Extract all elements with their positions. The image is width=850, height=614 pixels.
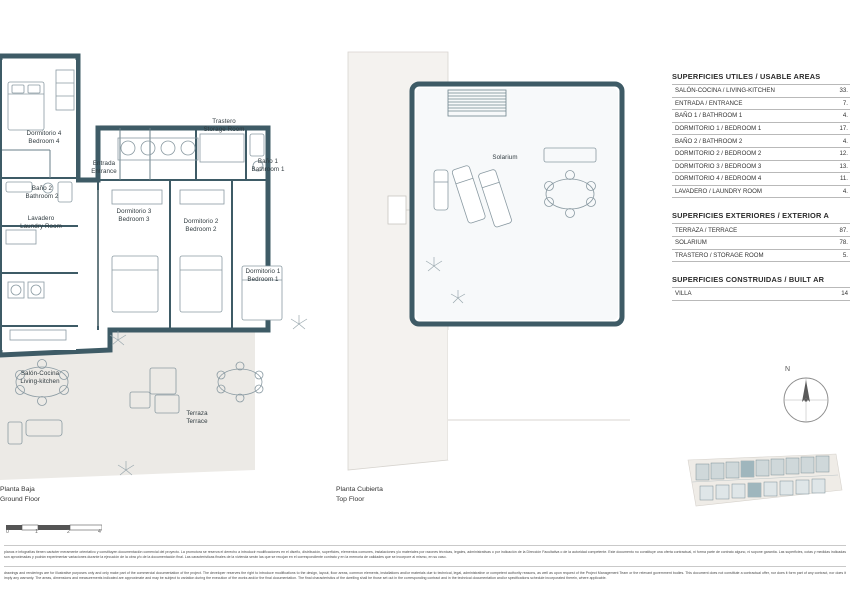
table-row: [672, 97, 850, 110]
ground-floor-caption: Planta Baja Ground Floor: [0, 486, 41, 503]
compass-rose-icon: [778, 372, 834, 428]
room-label-bedroom-2: Dormitorio 2 Bedroom 2: [183, 218, 219, 234]
row-value: 5.: [817, 249, 850, 262]
row-label: TERRAZA / TERRACE: [672, 224, 817, 237]
built-areas-table: [672, 287, 850, 301]
room-label-solarium: Solarium: [492, 154, 518, 161]
room-label-entrance: Entrada Entrance: [91, 160, 117, 176]
site-key-plan: [686, 448, 844, 510]
row-value: 7.: [817, 97, 850, 110]
row-label: SOLARIUM: [672, 236, 817, 249]
row-value: 12.: [817, 147, 850, 160]
compass: [778, 366, 834, 428]
row-label: SALÓN-COCINA / LIVING-KITCHEN: [672, 85, 817, 98]
room-label-terrace: Terraza Terrace: [186, 410, 208, 426]
row-value: 17.: [817, 122, 850, 135]
row-value: 11.: [817, 173, 850, 186]
top-floor-drawing: [330, 30, 660, 510]
disclaimer-es: planos e infografías tienen carácter meramente orientativo y constituyen documentación comercial del proyecto. La promotora se reserva el derecho a introducir modificaciones en el diseño, distribución, superficies, elementos comunes, instalaciones y/o materiales por razones técnicas, legales, administrativas o por indicación de la Dirección Facultativa o de la autoridad competente. Este documento no constituye una oferta contractual, ni forma parte de contrato alguno, ni supone garantía. Las superficies, cotas y medidas indicadas son aproximadas y podrán experimentar variaciones durante la ejecución de la obra y/o de la documentación final. Las características finales de la vivienda serán las que se recojan en el correspondiente contrato y en la memoria de calidades que se incorpore al mismo, en su caso.: [4, 550, 846, 560]
top-floor-caption: Planta Cubierta Top Floor: [336, 486, 383, 503]
row-value: 14: [817, 288, 850, 301]
ground-floor-drawing: [0, 30, 340, 500]
floorplan-sheet: Dormitorio 4 Bedroom 4 Baño 2 Bathroom 2 Lavadero Laundry Room Entrada Entrance Trastero Storage Room Baño 1 Bathroom 1 Dormitorio 3 Bedroom 3 Dormitorio 2 Bedroom 2 Dormitorio 1 Bedroom 1 Salón-Cocina Living-kitchen Terraza Terrace Planta Baja Ground Floor 0 1 2 4 Solarium Planta Cubierta Top Floor SUPERFICIES UTILES / USABLE AREAS SALÓN-COCINA / LIVING-KITCHEN 33. ENTRADA / ENTRANCE 7. BAÑO 1 / BATHROOM 1 4. DORMITORIO 1 / BEDROOM 1 17. BAÑO 2 / BATHROOM 2 4. DORMITORIO 2 / BEDROOM 2 12. DORMITORIO 3 / BEDROOM 3 13. DORMITORIO 4 / BEDROOM 4 11. LAVADERO / LAUNDRY ROOM 4. SUPERFICIES EXTERIORES / EXTERIOR A TERRAZA / TERRACE 87. SOLARIUM 78. TRASTERO / STORAGE ROOM 5. SUPERFICIES CONSTRUIDAS / BUILT AR VILLA 14 N planos e infografías tienen carácter meramente orientativo y constituyen documentación comercial del proyecto. La promotora se reserva el derecho a introducir modificaciones en el diseño, distribución, superficies, elementos comunes, instalaciones y/o materiales por razones técnicas, legales, administrativas o por indicación de la Dirección Facultativa o de la autoridad competente. Este documento no constituye una oferta contractual, ni forma parte de contrato alguno, ni supone garantía. Las superficies, cotas y medidas indicadas son aproximadas y podrán experimentar variaciones durante la ejecución de la obra y/o de la documentación final. Las características finales de la vivienda serán las que se recojan en el correspondiente contrato y en la memoria de calidades que se incorpore al mismo, en su caso. drawings and renderings are for illustrative purposes only and only make part of the commercial documentation of the project. The developer reserves the right to introduce modifications to the design, layout, floor areas, common elements, installations and/or materials due to technical, legal, administrative or competent authority reasons, as well as upon request of the Project Management Team or the relevant government bodies. This document does not constitute a contractual offer, nor does it form part of any contract, nor does it imply any warranty. The areas, dimensions and measurements indicated are approximate and may be subject to variation during the execution of the works and/or the final documentation. The final characteristics of the dwelling shall be those set out in the corresponding contract and in the technical documentation and/or specifications schedule incorporated therein, where applicable.: [0, 0, 850, 614]
area-tables: [672, 72, 850, 301]
row-value: 4.: [817, 185, 850, 198]
room-label-bedroom-1: Dormitorio 1 Bedroom 1: [245, 268, 281, 284]
room-label-bedroom-3: Dormitorio 3 Bedroom 3: [116, 208, 152, 224]
table-row: [672, 110, 850, 123]
table-row: [672, 288, 850, 301]
table-row: [672, 160, 850, 173]
usable-areas-title: SUPERFICIES UTILES / USABLE AREAS: [672, 72, 821, 81]
row-value: 4.: [817, 110, 850, 123]
row-value: 13.: [817, 160, 850, 173]
divider: [4, 566, 846, 567]
row-label: LAVADERO / LAUNDRY ROOM: [672, 185, 817, 198]
table-row: [672, 135, 850, 148]
row-label: DORMITORIO 1 / BEDROOM 1: [672, 122, 817, 135]
disclaimer-en: drawings and renderings are for illustrative purposes only and only make part of the commercial documentation of the project. The developer reserves the right to introduce modifications to the design, layout, floor areas, common elements, installations and/or materials due to technical, legal, administrative or competent authority reasons, as well as upon request of the Project Management Team or the relevant government bodies. This document does not constitute a contractual offer, nor does it form part of any contract, nor does it imply any warranty. The areas, dimensions and measurements indicated are approximate and may be subject to variation during the execution of the works and/or the final documentation. The final characteristics of the dwelling shall be those set out in the corresponding contract and in the technical documentation and/or specifications schedule incorporated therein, where applicable.: [4, 571, 846, 581]
ground-floor-plan: [0, 30, 340, 500]
room-label-bathroom-2: Baño 2 Bathroom 2: [25, 185, 59, 201]
row-label: DORMITORIO 4 / BEDROOM 4: [672, 173, 817, 186]
exterior-areas-title: SUPERFICIES EXTERIORES / EXTERIOR A: [672, 211, 830, 221]
divider: [4, 545, 846, 546]
row-label: TRASTERO / STORAGE ROOM: [672, 249, 817, 262]
table-row: [672, 249, 850, 262]
row-value: 87.: [817, 224, 850, 237]
row-label: DORMITORIO 2 / BEDROOM 2: [672, 147, 817, 160]
room-label-living-kitchen: Salón-Cocina Living-kitchen: [20, 370, 60, 386]
table-row: [672, 85, 850, 98]
row-value: 33.: [817, 85, 850, 98]
site-key-plan-drawing: [686, 448, 844, 510]
row-label: BAÑO 2 / BATHROOM 2: [672, 135, 817, 148]
table-row: [672, 173, 850, 186]
built-areas-title: SUPERFICIES CONSTRUIDAS / BUILT AR: [672, 275, 825, 285]
row-label: BAÑO 1 / BATHROOM 1: [672, 110, 817, 123]
table-row: [672, 236, 850, 249]
spacer: [672, 262, 850, 275]
table-row: [672, 224, 850, 237]
scale-bar: [6, 523, 102, 537]
table-row: [672, 185, 850, 198]
room-label-storage-room: Trastero Storage Room: [203, 118, 245, 134]
row-label: ENTRADA / ENTRANCE: [672, 97, 817, 110]
row-label: VILLA: [672, 288, 817, 301]
table-row: [672, 147, 850, 160]
compass-north-label: N: [785, 366, 791, 373]
top-floor-plan: [330, 30, 660, 510]
row-label: DORMITORIO 3 / BEDROOM 3: [672, 160, 817, 173]
disclaimer: [0, 543, 850, 588]
row-value: 4.: [817, 135, 850, 148]
spacer: [672, 198, 850, 211]
room-label-bathroom-1: Baño 1 Bathroom 1: [251, 158, 285, 174]
room-label-bedroom-4: Dormitorio 4 Bedroom 4: [26, 130, 62, 146]
usable-areas-table: [672, 84, 850, 198]
room-label-laundry-room: Lavadero Laundry Room: [20, 215, 62, 231]
row-value: 78.: [817, 236, 850, 249]
table-row: [672, 122, 850, 135]
exterior-areas-table: [672, 223, 850, 262]
